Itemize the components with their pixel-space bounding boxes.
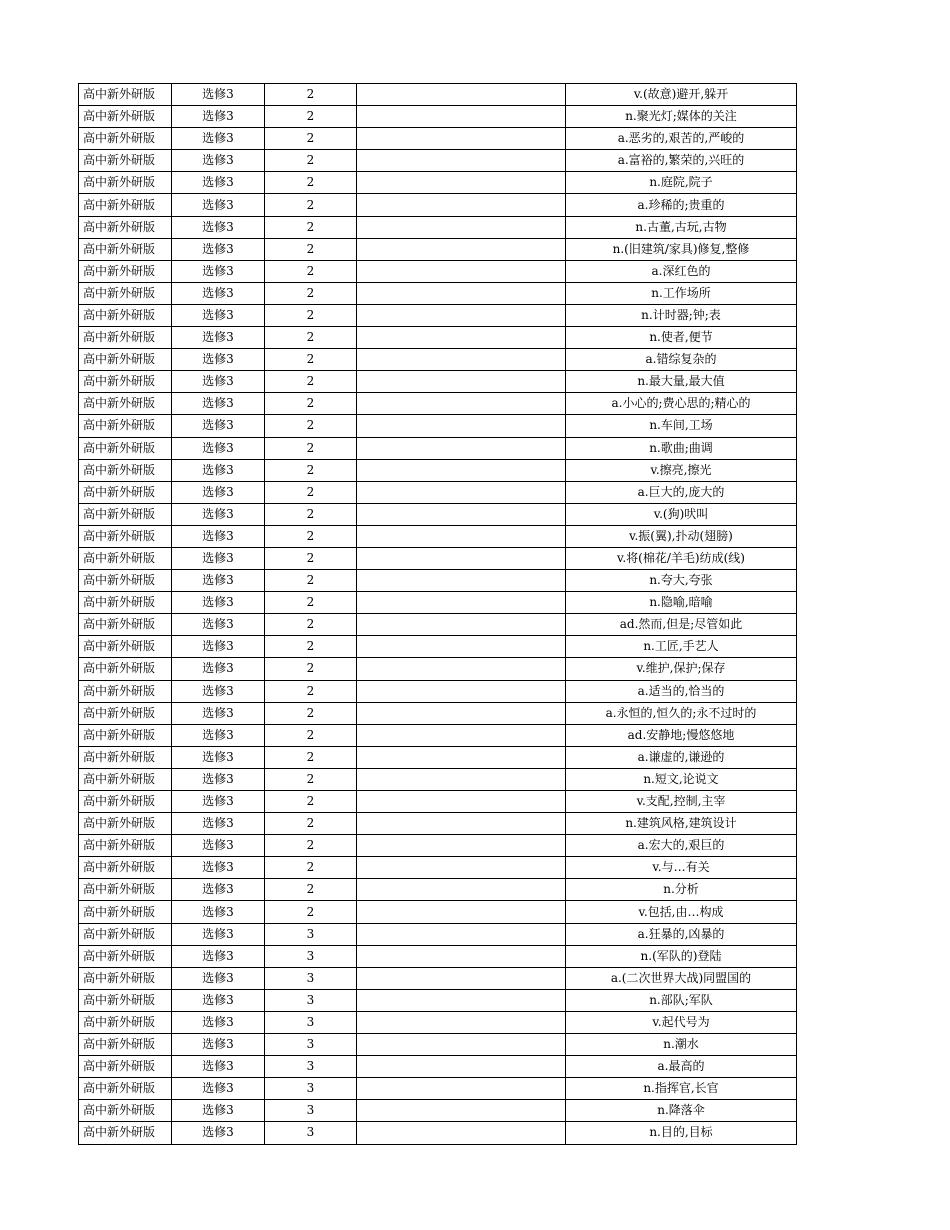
word-cell	[357, 1056, 566, 1078]
unit-cell: 2	[265, 150, 357, 172]
textbook-cell: 高中新外研版	[79, 658, 172, 680]
volume-cell: 选修3	[172, 989, 265, 1011]
meaning-cell: v.包括,由…构成	[566, 901, 797, 923]
table-row	[79, 1056, 797, 1078]
volume-cell: 选修3	[172, 592, 265, 614]
unit-cell: 2	[265, 238, 357, 260]
table-row	[79, 282, 797, 304]
word-cell	[357, 989, 566, 1011]
meaning-cell: n.车间,工场	[566, 415, 797, 437]
word-cell	[357, 901, 566, 923]
meaning-cell: a.错综复杂的	[566, 349, 797, 371]
unit-cell: 2	[265, 525, 357, 547]
table-row	[79, 84, 797, 106]
volume-cell: 选修3	[172, 768, 265, 790]
unit-cell: 2	[265, 680, 357, 702]
meaning-cell: n.夸大,夸张	[566, 570, 797, 592]
meaning-cell: a.富裕的,繁荣的,兴旺的	[566, 150, 797, 172]
textbook-cell: 高中新外研版	[79, 349, 172, 371]
textbook-cell: 高中新外研版	[79, 547, 172, 569]
textbook-cell: 高中新外研版	[79, 724, 172, 746]
table-row	[79, 216, 797, 238]
unit-cell: 2	[265, 879, 357, 901]
word-cell	[357, 702, 566, 724]
table-row	[79, 106, 797, 128]
volume-cell: 选修3	[172, 481, 265, 503]
textbook-cell: 高中新外研版	[79, 437, 172, 459]
word-cell	[357, 349, 566, 371]
meaning-cell: v.支配,控制,主宰	[566, 791, 797, 813]
meaning-cell: v.擦亮,擦光	[566, 459, 797, 481]
volume-cell: 选修3	[172, 857, 265, 879]
meaning-cell: a.狂暴的,凶暴的	[566, 923, 797, 945]
meaning-cell: v.(故意)避开,躲开	[566, 84, 797, 106]
word-cell	[357, 746, 566, 768]
volume-cell: 选修3	[172, 967, 265, 989]
word-cell	[357, 813, 566, 835]
textbook-cell: 高中新外研版	[79, 260, 172, 282]
unit-cell: 2	[265, 304, 357, 326]
unit-cell: 2	[265, 327, 357, 349]
volume-cell: 选修3	[172, 1034, 265, 1056]
unit-cell: 3	[265, 1078, 357, 1100]
unit-cell: 2	[265, 857, 357, 879]
word-cell	[357, 680, 566, 702]
unit-cell: 3	[265, 1056, 357, 1078]
volume-cell: 选修3	[172, 304, 265, 326]
meaning-cell: v.与…有关	[566, 857, 797, 879]
textbook-cell: 高中新外研版	[79, 481, 172, 503]
volume-cell: 选修3	[172, 128, 265, 150]
textbook-cell: 高中新外研版	[79, 835, 172, 857]
textbook-cell: 高中新外研版	[79, 592, 172, 614]
word-cell	[357, 194, 566, 216]
word-cell	[357, 658, 566, 680]
unit-cell: 3	[265, 923, 357, 945]
volume-cell: 选修3	[172, 835, 265, 857]
volume-cell: 选修3	[172, 1011, 265, 1033]
meaning-cell: n.聚光灯;媒体的关注	[566, 106, 797, 128]
table-row	[79, 128, 797, 150]
volume-cell: 选修3	[172, 84, 265, 106]
volume-cell: 选修3	[172, 724, 265, 746]
volume-cell: 选修3	[172, 194, 265, 216]
volume-cell: 选修3	[172, 216, 265, 238]
unit-cell: 2	[265, 128, 357, 150]
meaning-cell: n.(军队的)登陆	[566, 945, 797, 967]
unit-cell: 2	[265, 106, 357, 128]
word-cell	[357, 547, 566, 569]
meaning-cell: n.工作场所	[566, 282, 797, 304]
table-row	[79, 172, 797, 194]
unit-cell: 2	[265, 415, 357, 437]
unit-cell: 2	[265, 636, 357, 658]
unit-cell: 2	[265, 547, 357, 569]
meaning-cell: n.使者,便节	[566, 327, 797, 349]
unit-cell: 3	[265, 1100, 357, 1122]
meaning-cell: n.建筑风格,建筑设计	[566, 813, 797, 835]
volume-cell: 选修3	[172, 150, 265, 172]
textbook-cell: 高中新外研版	[79, 1056, 172, 1078]
volume-cell: 选修3	[172, 106, 265, 128]
table-row	[79, 481, 797, 503]
volume-cell: 选修3	[172, 901, 265, 923]
table-row	[79, 415, 797, 437]
meaning-cell: ad.然而,但是;尽管如此	[566, 614, 797, 636]
unit-cell: 2	[265, 658, 357, 680]
word-cell	[357, 791, 566, 813]
table-row	[79, 547, 797, 569]
table-row	[79, 724, 797, 746]
meaning-cell: a.小心的;费心思的;精心的	[566, 393, 797, 415]
textbook-cell: 高中新外研版	[79, 768, 172, 790]
meaning-cell: a.谦虚的,谦逊的	[566, 746, 797, 768]
volume-cell: 选修3	[172, 503, 265, 525]
volume-cell: 选修3	[172, 1056, 265, 1078]
textbook-cell: 高中新外研版	[79, 857, 172, 879]
textbook-cell: 高中新外研版	[79, 813, 172, 835]
table-row	[79, 393, 797, 415]
textbook-cell: 高中新外研版	[79, 415, 172, 437]
word-cell	[357, 967, 566, 989]
unit-cell: 2	[265, 437, 357, 459]
textbook-cell: 高中新外研版	[79, 1078, 172, 1100]
volume-cell: 选修3	[172, 1078, 265, 1100]
table-row	[79, 1078, 797, 1100]
volume-cell: 选修3	[172, 923, 265, 945]
meaning-cell: v.振(翼),扑动(翅膀)	[566, 525, 797, 547]
table-row	[79, 525, 797, 547]
unit-cell: 2	[265, 459, 357, 481]
textbook-cell: 高中新外研版	[79, 327, 172, 349]
textbook-cell: 高中新外研版	[79, 216, 172, 238]
table-row	[79, 945, 797, 967]
volume-cell: 选修3	[172, 614, 265, 636]
volume-cell: 选修3	[172, 327, 265, 349]
volume-cell: 选修3	[172, 570, 265, 592]
volume-cell: 选修3	[172, 525, 265, 547]
table-row	[79, 194, 797, 216]
table-row	[79, 923, 797, 945]
meaning-cell: n.降落伞	[566, 1100, 797, 1122]
word-cell	[357, 216, 566, 238]
meaning-cell: n.目的,目标	[566, 1122, 797, 1144]
textbook-cell: 高中新外研版	[79, 238, 172, 260]
unit-cell: 3	[265, 1011, 357, 1033]
table-row	[79, 592, 797, 614]
textbook-cell: 高中新外研版	[79, 172, 172, 194]
meaning-cell: n.最大量,最大值	[566, 371, 797, 393]
vocabulary-table	[78, 83, 797, 1145]
volume-cell: 选修3	[172, 260, 265, 282]
volume-cell: 选修3	[172, 349, 265, 371]
unit-cell: 2	[265, 570, 357, 592]
unit-cell: 2	[265, 260, 357, 282]
word-cell	[357, 1078, 566, 1100]
word-cell	[357, 393, 566, 415]
table-row	[79, 150, 797, 172]
meaning-cell: ad.安静地;慢悠悠地	[566, 724, 797, 746]
word-cell	[357, 415, 566, 437]
table-row	[79, 1034, 797, 1056]
meaning-cell: n.潮水	[566, 1034, 797, 1056]
meaning-cell: n.计时器;钟;表	[566, 304, 797, 326]
volume-cell: 选修3	[172, 1100, 265, 1122]
unit-cell: 2	[265, 901, 357, 923]
textbook-cell: 高中新外研版	[79, 106, 172, 128]
unit-cell: 3	[265, 1122, 357, 1144]
textbook-cell: 高中新外研版	[79, 128, 172, 150]
volume-cell: 选修3	[172, 437, 265, 459]
volume-cell: 选修3	[172, 547, 265, 569]
table-row	[79, 614, 797, 636]
word-cell	[357, 503, 566, 525]
word-cell	[357, 172, 566, 194]
table-row	[79, 327, 797, 349]
word-cell	[357, 282, 566, 304]
table-row	[79, 658, 797, 680]
textbook-cell: 高中新外研版	[79, 304, 172, 326]
word-cell	[357, 1034, 566, 1056]
word-cell	[357, 614, 566, 636]
table-row	[79, 238, 797, 260]
unit-cell: 2	[265, 835, 357, 857]
word-cell	[357, 371, 566, 393]
textbook-cell: 高中新外研版	[79, 680, 172, 702]
textbook-cell: 高中新外研版	[79, 967, 172, 989]
textbook-cell: 高中新外研版	[79, 1122, 172, 1144]
table-row	[79, 768, 797, 790]
unit-cell: 2	[265, 282, 357, 304]
textbook-cell: 高中新外研版	[79, 525, 172, 547]
table-row	[79, 835, 797, 857]
volume-cell: 选修3	[172, 371, 265, 393]
word-cell	[357, 857, 566, 879]
meaning-cell: n.(旧建筑/家具)修复,整修	[566, 238, 797, 260]
textbook-cell: 高中新外研版	[79, 636, 172, 658]
unit-cell: 2	[265, 481, 357, 503]
volume-cell: 选修3	[172, 459, 265, 481]
word-cell	[357, 923, 566, 945]
textbook-cell: 高中新外研版	[79, 791, 172, 813]
table-row	[79, 702, 797, 724]
word-cell	[357, 636, 566, 658]
unit-cell: 2	[265, 393, 357, 415]
word-cell	[357, 724, 566, 746]
meaning-cell: n.工匠,手艺人	[566, 636, 797, 658]
word-cell	[357, 525, 566, 547]
meaning-cell: n.歌曲;曲调	[566, 437, 797, 459]
textbook-cell: 高中新外研版	[79, 945, 172, 967]
unit-cell: 2	[265, 592, 357, 614]
word-cell	[357, 128, 566, 150]
meaning-cell: a.适当的,恰当的	[566, 680, 797, 702]
volume-cell: 选修3	[172, 813, 265, 835]
textbook-cell: 高中新外研版	[79, 702, 172, 724]
word-cell	[357, 260, 566, 282]
word-cell	[357, 592, 566, 614]
volume-cell: 选修3	[172, 746, 265, 768]
word-cell	[357, 481, 566, 503]
word-cell	[357, 84, 566, 106]
meaning-cell: v.(狗)吠叫	[566, 503, 797, 525]
volume-cell: 选修3	[172, 172, 265, 194]
textbook-cell: 高中新外研版	[79, 371, 172, 393]
word-cell	[357, 945, 566, 967]
unit-cell: 2	[265, 746, 357, 768]
meaning-cell: n.隐喻,暗喻	[566, 592, 797, 614]
table-row	[79, 503, 797, 525]
meaning-cell: a.巨大的,庞大的	[566, 481, 797, 503]
unit-cell: 3	[265, 989, 357, 1011]
table-row	[79, 349, 797, 371]
textbook-cell: 高中新外研版	[79, 503, 172, 525]
unit-cell: 2	[265, 813, 357, 835]
word-cell	[357, 1122, 566, 1144]
unit-cell: 2	[265, 216, 357, 238]
word-cell	[357, 1100, 566, 1122]
meaning-cell: n.短文,论说文	[566, 768, 797, 790]
volume-cell: 选修3	[172, 238, 265, 260]
textbook-cell: 高中新外研版	[79, 282, 172, 304]
textbook-cell: 高中新外研版	[79, 746, 172, 768]
table-row	[79, 1122, 797, 1144]
table-row	[79, 1100, 797, 1122]
textbook-cell: 高中新外研版	[79, 879, 172, 901]
table-row	[79, 570, 797, 592]
meaning-cell: n.古董,古玩,古物	[566, 216, 797, 238]
table-row	[79, 879, 797, 901]
meaning-cell: a.珍稀的;贵重的	[566, 194, 797, 216]
meaning-cell: n.部队;军队	[566, 989, 797, 1011]
unit-cell: 2	[265, 194, 357, 216]
table-row	[79, 459, 797, 481]
unit-cell: 2	[265, 371, 357, 393]
word-cell	[357, 106, 566, 128]
meaning-cell: a.(二次世界大战)同盟国的	[566, 967, 797, 989]
volume-cell: 选修3	[172, 945, 265, 967]
volume-cell: 选修3	[172, 702, 265, 724]
word-cell	[357, 459, 566, 481]
volume-cell: 选修3	[172, 1122, 265, 1144]
unit-cell: 3	[265, 945, 357, 967]
table-row	[79, 791, 797, 813]
table-row	[79, 967, 797, 989]
textbook-cell: 高中新外研版	[79, 989, 172, 1011]
word-cell	[357, 327, 566, 349]
meaning-cell: a.最高的	[566, 1056, 797, 1078]
volume-cell: 选修3	[172, 658, 265, 680]
textbook-cell: 高中新外研版	[79, 1034, 172, 1056]
unit-cell: 3	[265, 1034, 357, 1056]
meaning-cell: a.永恒的,恒久的;永不过时的	[566, 702, 797, 724]
table-row	[79, 989, 797, 1011]
textbook-cell: 高中新外研版	[79, 901, 172, 923]
unit-cell: 2	[265, 724, 357, 746]
meaning-cell: n.指挥官,长官	[566, 1078, 797, 1100]
table-row	[79, 371, 797, 393]
word-cell	[357, 768, 566, 790]
meaning-cell: v.维护,保护;保存	[566, 658, 797, 680]
volume-cell: 选修3	[172, 636, 265, 658]
unit-cell: 2	[265, 791, 357, 813]
table-row	[79, 680, 797, 702]
vocabulary-table-body	[79, 84, 797, 1145]
word-cell	[357, 879, 566, 901]
textbook-cell: 高中新外研版	[79, 923, 172, 945]
textbook-cell: 高中新外研版	[79, 459, 172, 481]
textbook-cell: 高中新外研版	[79, 150, 172, 172]
textbook-cell: 高中新外研版	[79, 393, 172, 415]
table-row	[79, 437, 797, 459]
meaning-cell: a.恶劣的,艰苦的,严峻的	[566, 128, 797, 150]
volume-cell: 选修3	[172, 393, 265, 415]
textbook-cell: 高中新外研版	[79, 1011, 172, 1033]
meaning-cell: n.分析	[566, 879, 797, 901]
word-cell	[357, 570, 566, 592]
word-cell	[357, 304, 566, 326]
unit-cell: 2	[265, 172, 357, 194]
table-row	[79, 901, 797, 923]
word-cell	[357, 835, 566, 857]
word-cell	[357, 437, 566, 459]
table-row	[79, 1011, 797, 1033]
meaning-cell: v.起代号为	[566, 1011, 797, 1033]
table-row	[79, 746, 797, 768]
table-row	[79, 813, 797, 835]
unit-cell: 2	[265, 702, 357, 724]
unit-cell: 2	[265, 614, 357, 636]
word-cell	[357, 238, 566, 260]
unit-cell: 2	[265, 503, 357, 525]
volume-cell: 选修3	[172, 879, 265, 901]
meaning-cell: a.深红色的	[566, 260, 797, 282]
volume-cell: 选修3	[172, 680, 265, 702]
textbook-cell: 高中新外研版	[79, 614, 172, 636]
volume-cell: 选修3	[172, 415, 265, 437]
meaning-cell: a.宏大的,艰巨的	[566, 835, 797, 857]
word-cell	[357, 150, 566, 172]
meaning-cell: v.将(棉花/羊毛)纺成(线)	[566, 547, 797, 569]
table-row	[79, 636, 797, 658]
textbook-cell: 高中新外研版	[79, 84, 172, 106]
table-row	[79, 304, 797, 326]
textbook-cell: 高中新外研版	[79, 570, 172, 592]
table-row	[79, 857, 797, 879]
textbook-cell: 高中新外研版	[79, 1100, 172, 1122]
unit-cell: 2	[265, 84, 357, 106]
meaning-cell: n.庭院,院子	[566, 172, 797, 194]
word-cell	[357, 1011, 566, 1033]
unit-cell: 2	[265, 349, 357, 371]
volume-cell: 选修3	[172, 282, 265, 304]
table-row	[79, 260, 797, 282]
textbook-cell: 高中新外研版	[79, 194, 172, 216]
unit-cell: 3	[265, 967, 357, 989]
unit-cell: 2	[265, 768, 357, 790]
volume-cell: 选修3	[172, 791, 265, 813]
